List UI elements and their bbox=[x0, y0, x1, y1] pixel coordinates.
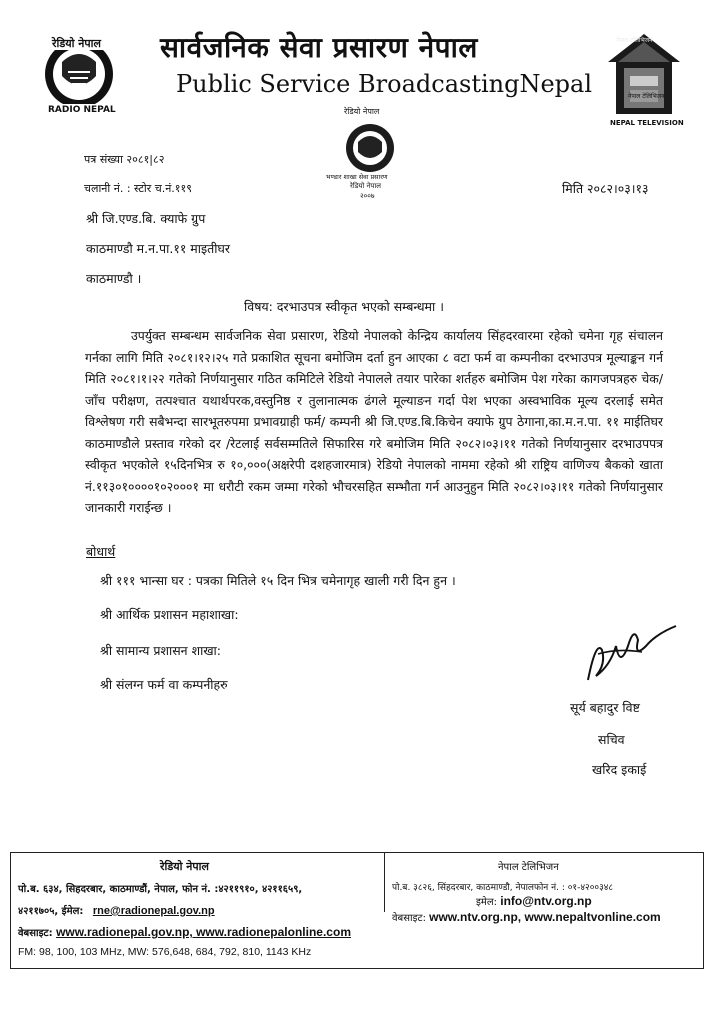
footer-ntv-email-row bbox=[476, 894, 592, 908]
seal-top-text: रेडियो नेपाल bbox=[344, 107, 380, 116]
footer-ntv-website-links[interactable]: www.ntv.org.np, www.nepaltvonline.com bbox=[429, 910, 661, 924]
seal-year: २००७ bbox=[360, 192, 375, 200]
footer-radio-phone-cont: ४२११७०५, ईमेल: bbox=[18, 906, 84, 917]
cc-item: श्री संलग्न फर्म वा कम्पनीहरु bbox=[100, 677, 228, 692]
footer-ntv-email-link[interactable]: info@ntv.org.np bbox=[500, 894, 592, 908]
handwritten-signature bbox=[578, 620, 688, 690]
footer-ntv-web-label: वेबसाइट: bbox=[392, 913, 426, 924]
footer-divider bbox=[384, 852, 385, 912]
footer-radio-contact bbox=[18, 903, 215, 917]
radio-nepal-logo bbox=[34, 24, 124, 124]
footer-ntv-email-label: इमेल: bbox=[476, 897, 498, 908]
dispatch-number: चलानी नं. : स्टोर च.नं.११९ bbox=[84, 182, 192, 195]
radio-nepal-logo-top-text: रेडियो नेपाल bbox=[52, 37, 101, 50]
footer-radio-address: पो.ब. ६३४, सिहदरबार, काठमाण्डौं, नेपाल, फोन नं. :४२११९१०, ४२११६५९, bbox=[18, 884, 303, 895]
org-title-nepali: सार्वजनिक सेवा प्रसारण नेपाल bbox=[160, 31, 478, 64]
footer-radio-web bbox=[18, 925, 351, 939]
cc-heading: बोधार्थ bbox=[86, 544, 116, 559]
letter-date: मिति २०८२।०३।१३ bbox=[562, 181, 649, 196]
footer-ntv-heading: नेपाल टेलिभिजन bbox=[498, 862, 559, 873]
cc-item: श्री आर्थिक प्रशासन महाशाखा: bbox=[100, 607, 239, 622]
org-title-english: Public Service BroadcastingNepal bbox=[176, 70, 593, 98]
footer-ntv-web-row bbox=[392, 910, 661, 924]
signatory-title: सचिव bbox=[598, 732, 625, 747]
recipient-address: काठमाण्डौ म.न.पा.११ माइतीघर bbox=[86, 241, 231, 256]
recipient-city: काठमाण्डौ । bbox=[86, 271, 142, 286]
ntv-logo-middle-text: नेपाल टेलिभिजन bbox=[628, 93, 665, 100]
reference-number: पत्र संख्या २०८१|८२ bbox=[84, 153, 165, 166]
footer-radio-frequencies: FM: 98, 100, 103 MHz, MW: 576,648, 684, 792, 810, 1143 KHz bbox=[18, 946, 312, 958]
office-seal bbox=[322, 100, 418, 204]
ntv-logo-bottom-text: NEPAL TELEVISION bbox=[610, 119, 684, 127]
signatory-name: सूर्य बहादुर विष्ट bbox=[570, 700, 640, 715]
cc-item: श्री १११ भान्सा घर : पत्रका मितिले १५ दिन भित्र चमेनागृह खाली गरी दिन हुन । bbox=[100, 573, 456, 588]
seal-bottom-text: रेडियो नेपाल bbox=[350, 182, 381, 190]
signatory-unit: खरिद इकाई bbox=[592, 762, 647, 777]
nepal-television-logo bbox=[604, 32, 684, 132]
footer-radio-heading: रेडियो नेपाल bbox=[160, 860, 209, 873]
radio-nepal-logo-bottom-text: RADIO NEPAL bbox=[48, 105, 116, 115]
footer-ntv-address: पो.ब. ३८२६, सिंहदरबार, काठमाण्डौ, नेपालफोन नं. : ०१-४२००३४८ bbox=[392, 883, 614, 893]
letter-body bbox=[85, 325, 663, 519]
footer-radio-website-links[interactable]: www.radionepal.gov.np, www.radionepalonline.com bbox=[56, 925, 351, 939]
cc-item: श्री सामान्य प्रशासन शाखा: bbox=[100, 643, 221, 658]
recipient-name: श्री जि.एण्ड.बि. क्याफे ग्रुप bbox=[86, 211, 206, 226]
letter-body-text: उपर्युक्त सम्बन्धम सार्वजनिक सेवा प्रसारण, रेडियो नेपालको केन्द्रिय कार्यालय सिंहदरवारमा रहेको चमेना गृह संचालन गर्नका लागि मिति २०८१।१२।२५ गते प्रकाशित सूचना बमोजिम दर्ता हुन आएका ८ वटा फर्म वा कम्पनीका दरभाउपत्र मूल्याङ्कन गर्न मिति २०८१।१।२२ गतेको निर्णयानुसार गठित कमिटिले रेडियो नेपालले तयार पारेका शर्तहरु बमोजिम पेश गरेका कागजपत्रहरु चेक/ जाँच परीक्षण, तत्पश्चात यथार्थपरक,वस्तुनिष्ठ र तुलानात्मक ढंगले मूल्याङन गर्दा पेश भएका अस्वभाविक मूल्य दरलाई समेत विश्लेषण गरी सबैभन्दा सारभूतरुपमा प्रभावग्राही फर्म/ कम्पनी श्री जि.एण्ड.बि.किचेन क्याफे ग्रुप ठेगाना,का.म.न.पा. ११ माईतिघर काठमाण्डौले प्रस्ताव गरेको दर /रेटलाई सर्वसम्मतिले सिफारिस गरे बमोजिम मिति २०८२।०३।११ गतेको निर्णयानुसार दरभाउपपत्र स्वीकृत भएकोले १५दिनभित्र रु १०,०००(अक्षरेपी दशहजारमात्र) रेडियो नेपालको नाममा रहेको श्री राष्ट्रिय वाणिज्य बैकको खाता नं.११३०१००००१०२०००१ मा धरौटी रकम जम्मा गरेको भौचरसहित सम्भौता गर्न आउनुहुन मिति २०८२।०३।११ गतेको निर्णयानुसार जानकारी गराईन्छ । bbox=[85, 328, 663, 515]
footer-radio-email-link[interactable]: rne@radionepal.gov.np bbox=[92, 905, 215, 917]
seal-middle-text: भण्डार शाखा सेवा प्रसारण bbox=[326, 173, 388, 181]
footer-radio-web-label: वेबसाइट: bbox=[18, 928, 53, 939]
letter-subject: विषय: दरभाउपत्र स्वीकृत भएको सम्बन्धमा । bbox=[244, 299, 444, 314]
ntv-logo-top-text: नेपाल टेलिभिजन bbox=[616, 37, 653, 44]
